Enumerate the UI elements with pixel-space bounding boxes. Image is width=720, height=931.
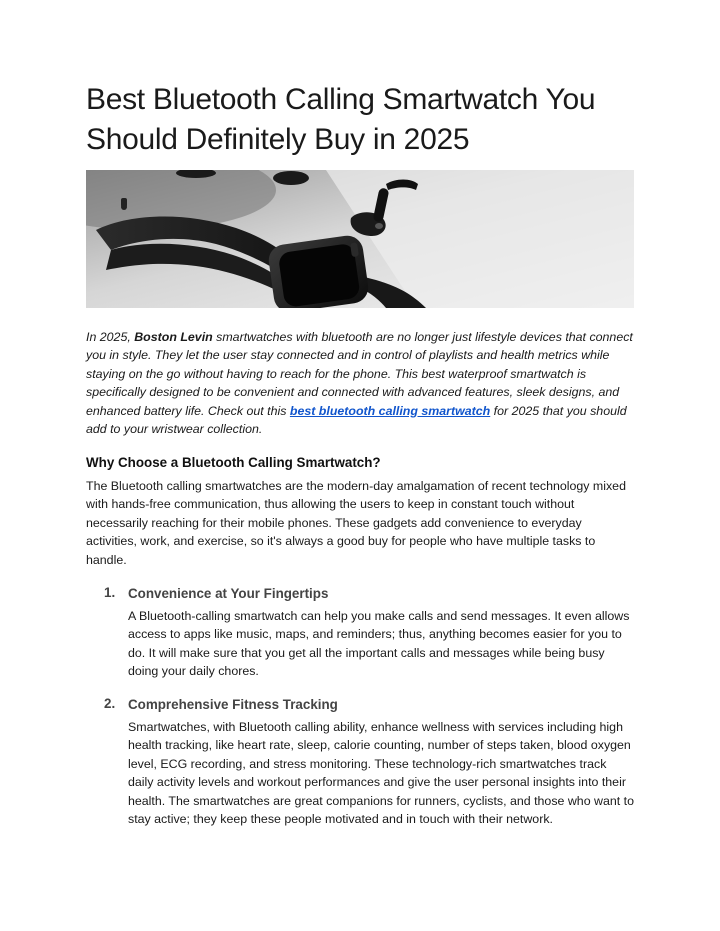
product-link[interactable]: best bluetooth calling smartwatch [289, 403, 491, 418]
list-item-title: Convenience at Your Fingertips [128, 586, 329, 601]
section-heading: Why Choose a Bluetooth Calling Smartwatch? [86, 455, 381, 470]
section-lead: The Bluetooth calling smartwatches are the modern-day amalgamation of recent technology mixed with hands-free communication, thus allowing the users to keep in constant touch without necessarily reaching for their mobile phones. These gadgets add convenience to everyday activities, work, and exercise, so it's always a good buy for people who have multiple tasks to handle. [86, 479, 626, 567]
hero-image [86, 170, 634, 308]
list-item-number: 2. [104, 696, 116, 711]
list-item-body: A Bluetooth-calling smartwatch can help you make calls and send messages. It even allows access to apps like music, maps, and reminders; thus, anything becomes easier for you to do. It will make sure that you get all the important calls and messages while being busy doing your daily chores. [128, 609, 630, 679]
brand-name: Boston Levin [134, 330, 213, 344]
list-item-body: Smartwatches, with Bluetooth calling ability, enhance wellness with services including high health tracking, like heart rate, sleep, calorie counting, number of steps taken, blood oxygen level, ECG recording, and stress monitoring. These technology-rich smartwatches track daily activity levels and workout performances and give the user personal insights into their health. The smartwatches are great companions for runners, cyclists, and those who want to stay active; they keep these people motivated and in touch with their network. [128, 720, 634, 827]
smartwatch-and-earbuds-photo-icon [86, 170, 634, 308]
list-item-number: 1. [104, 585, 116, 600]
intro-pre: In 2025, [86, 330, 135, 344]
list-item-title: Comprehensive Fitness Tracking [128, 697, 338, 712]
intro-post: for 2025 that you should add to your wristwear collection. [86, 403, 627, 437]
intro-mid: smartwatches with bluetooth are no longer just lifestyle devices that connect you in style. They let the user stay connected and in control of playlists and health metrics while staying on the go without having to reach for the phone. This best waterproof smartwatch is specifically designed to be convenient and connected with advanced features, sleek designs, and enhanced battery life. Check out this [86, 330, 633, 418]
list-item [104, 696, 634, 828]
intro-paragraph [86, 328, 634, 438]
page-title: Best Bluetooth Calling Smartwatch You Should Definitely Buy in 2025 [86, 83, 596, 156]
list-item [104, 585, 634, 681]
